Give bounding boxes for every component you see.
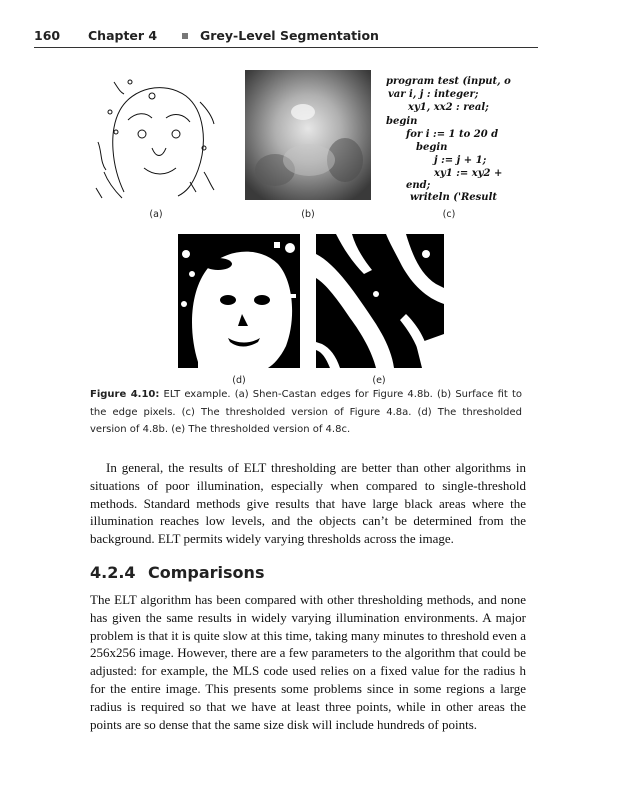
- page-number: 160: [34, 28, 61, 43]
- section-heading: [90, 563, 264, 582]
- handwriting-line: j := j + 1;: [434, 155, 487, 166]
- handwriting-line: xy1 := xy2 +: [434, 168, 503, 179]
- figure-caption-label: Figure 4.10:: [90, 389, 160, 400]
- separator-square-icon: [182, 33, 188, 39]
- handwriting-line: for i := 1 to 20 d: [406, 129, 499, 140]
- handwriting-line: var i, j : integer;: [388, 89, 479, 100]
- subfigure-label-d: (d): [232, 375, 246, 386]
- subfigure-label-e: (e): [372, 375, 386, 386]
- figure-d-thresholded-face: [178, 234, 300, 368]
- figure-caption-text: ELT example. (a) Shen-Castan edges for Figure 4.8b. (b) Surface fit to the edge pixels. (c) The thresholded version of Figure 4.8a. (d) The thresholded version of 4.8b. (e) The thresholded version of 4.8c.: [90, 389, 522, 435]
- figure-b-surface-fit: [245, 70, 371, 200]
- figure-c-thresholded-text: [380, 70, 520, 202]
- threshold-texture-image: [316, 234, 444, 368]
- body-paragraph-1: In general, the results of ELT thresholding are better than other algorithms in situations of poor illumination, especially when compared to single-threshold methods. Standard methods give results that have large black areas where the illumination reaches low levels, and the objects can’t be determined from the background. ELT permits widely varying thresholds across the image.: [90, 460, 526, 547]
- figure-a-edge-image: [94, 72, 218, 202]
- handwriting-line: writeln ('Result: [410, 192, 497, 202]
- subfigure-label-a: (a): [149, 209, 163, 220]
- subfigure-label-b: (b): [301, 209, 315, 220]
- subfigure-label-c: (c): [442, 209, 456, 220]
- chapter-label: Chapter 4: [88, 28, 158, 43]
- section-title: Comparisons: [148, 563, 265, 582]
- handwriting-line: end;: [406, 180, 431, 191]
- threshold-face-image: [178, 234, 300, 368]
- figure-caption: [90, 386, 522, 439]
- chapter-title: Grey-Level Segmentation: [200, 28, 379, 43]
- handwriting-line: xy1, xx2 : real;: [408, 102, 489, 113]
- running-header: [34, 28, 538, 48]
- header-rule: [34, 47, 538, 48]
- edge-drawing: [94, 72, 218, 202]
- handwriting-line: begin: [386, 116, 418, 127]
- section-number: 4.2.4: [90, 563, 136, 582]
- body-paragraph-2: The ELT algorithm has been compared with other thresholding methods, and none has given the same results in widely varying illumination environments. A major problem is that it is quite slow at this time, taking many minutes to threshold even a 256x256 image. However, there are a few parameters to the algorithm that could be adjusted: for example, the MLS code used relies on a fixed value for the radius h for the entire image. This presents some problems since in some regions a large radius is required so that we have at least three points, while in other areas the points are so dense that the same size disk will include hundreds of points.: [90, 592, 526, 732]
- figure-e-thresholded-texture: [316, 234, 444, 368]
- handwriting-image: [380, 70, 520, 202]
- handwriting-line: begin: [416, 142, 448, 153]
- handwriting-line: program test (input, o: [386, 76, 511, 87]
- surface-fit-image: [245, 70, 371, 200]
